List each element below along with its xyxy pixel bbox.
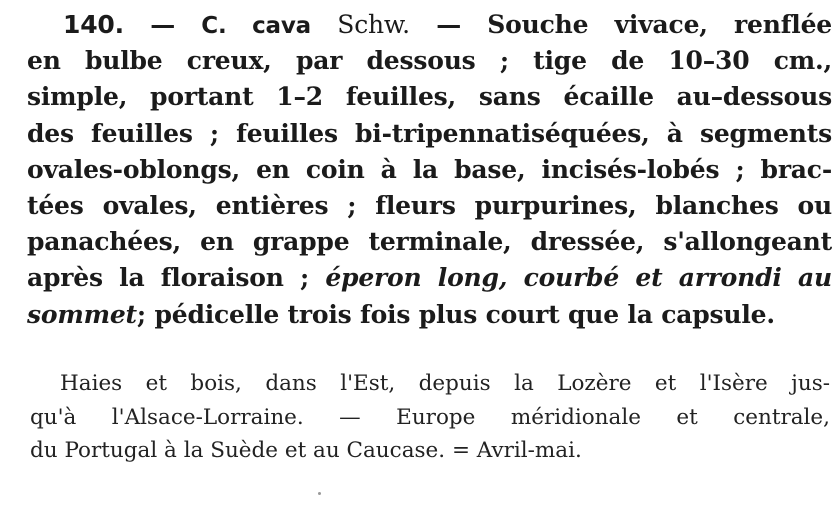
scan-speck — [318, 492, 321, 495]
entry-line-7: panachées, en grappe terminale, dressée, s'allongeant — [27, 227, 832, 257]
entry-line-1-text: Souche vivace, renflée — [487, 10, 832, 39]
author-abbrev: Schw. — [337, 10, 410, 39]
entry-line-6: tées ovales, entières ; fleurs purpurines, blanches ou — [27, 190, 832, 220]
entry-number: 140. — [63, 10, 124, 39]
entry-line-8-text: après la floraison ; — [27, 263, 310, 293]
species-entry — [27, 7, 832, 333]
dash: — — [436, 10, 461, 39]
cropped-previous-line — [210, 0, 530, 4]
entry-line-4: des feuilles ; feuilles bi-tripennatiséquées, à segments — [27, 118, 832, 148]
species-name: C. cava — [201, 13, 311, 39]
dash: — — [150, 10, 175, 39]
spur-description: éperon long, courbé et arrondi au — [325, 263, 832, 293]
entry-line-2: en bulbe creux, par dessous ; tige de 10–30 cm., — [27, 46, 832, 76]
entry-line-9-text: ; pédicelle trois fois plus court que la capsule. — [136, 299, 775, 329]
entry-line-3: simple, portant 1–2 feuilles, sans écaille au–dessous — [27, 82, 832, 112]
habitat-line-1: Haies et bois, dans l'Est, depuis la Lozère et l'Isère jus- — [60, 371, 830, 396]
entry-line-9 — [27, 297, 832, 333]
habitat-line-2: qu'à l'Alsace-Lorraine. — Europe méridionale et centrale, — [30, 404, 830, 430]
entry-line-8 — [27, 260, 832, 296]
entry-line-1 — [27, 7, 832, 43]
habitat-line-3: du Portugal à la Suède et au Caucase. = Avril-mai. — [30, 438, 582, 463]
habitat-paragraph — [30, 367, 830, 468]
spur-description-end: sommet — [27, 299, 137, 329]
entry-line-5: ovales-oblongs, en coin à la base, incisés-lobés ; brac- — [27, 154, 832, 184]
